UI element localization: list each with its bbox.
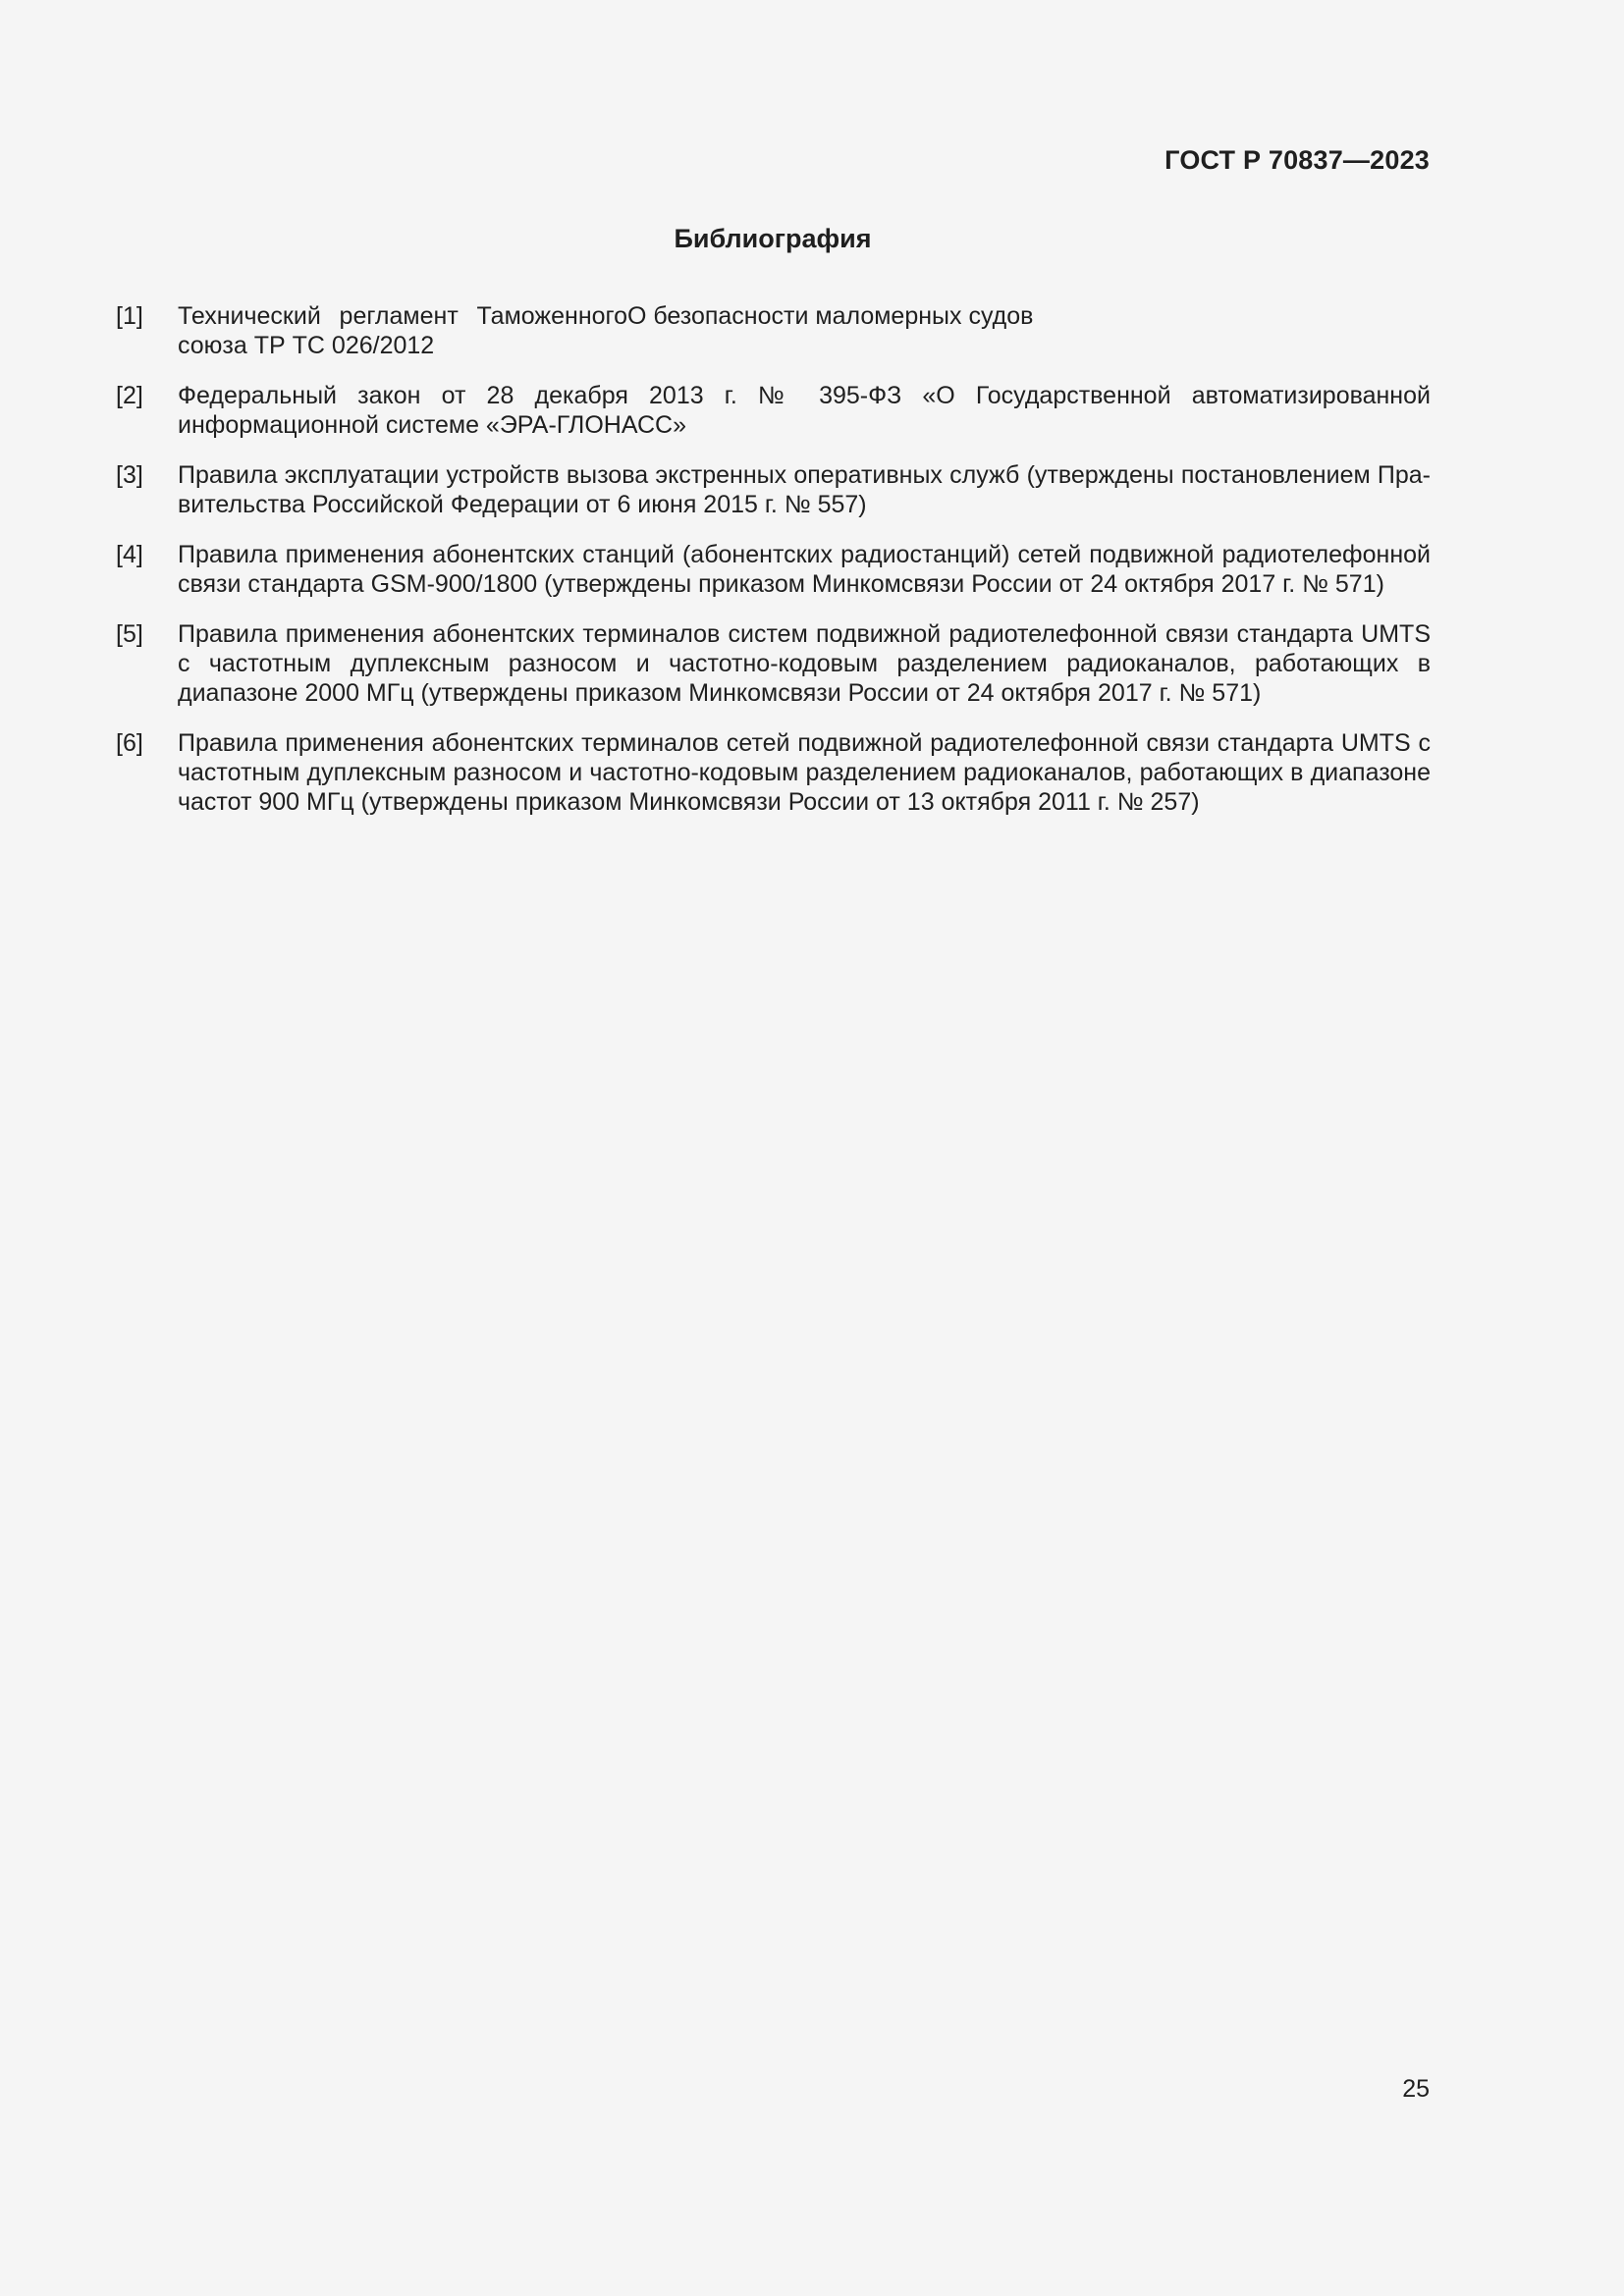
- bibliography-text: Правила применения абонентских станций (абонентских радиостанций) сетей подвижной радиотелефонной связи стандарта GSM-900/1800 (утверждены приказом Минкомсвязи России от 24 октября 2017 г. № 571): [178, 541, 1431, 598]
- bibliography-item-3: [116, 460, 1431, 519]
- bibliography-item-5: [116, 619, 1431, 708]
- regulation-name: Технический регламент Таможенного союза ТР ТС 026/2012: [178, 302, 627, 359]
- bibliography-item-4: [116, 540, 1431, 599]
- document-code: ГОСТ Р 70837—2023: [1164, 145, 1430, 175]
- bibliography-text: Правила применения абонентских терминалов систем подвижной радиотелефонной связи стандарта UMTS с частотным дуплексным разносом и частотно-кодовым разделением радиоканалов, работающих в диапазоне 2000 МГц (утверждены приказом Минкомсвязи России от 24 октября 2017 г. № 571): [178, 620, 1431, 707]
- page-title: Библиография: [674, 224, 872, 253]
- bibliography-text: Правила эксплуатации устройств вызова экстренных оперативных служб (утверждены постановлением Правительства Российской Федерации от 6 июня 2015 г. № 557): [178, 461, 1431, 518]
- regulation-title: О безопасности маломерных судов: [627, 302, 1034, 330]
- bibliography-text: Правила применения абонентских терминалов сетей подвижной радиотелефонной связи стандарта UMTS с частотным дуплексным разносом и частотно-кодовым разделением радиоканалов, работающих в диапазоне частот 900 МГц (утверждены приказом Минкомсвязи России от 13 октября 2011 г. № 257): [178, 729, 1431, 816]
- page-number: 25: [1402, 2075, 1430, 2103]
- bibliography-number: [3]: [116, 461, 143, 489]
- bibliography-number: [5]: [116, 620, 143, 648]
- bibliography-number: [2]: [116, 382, 143, 409]
- bibliography-list: [116, 301, 1431, 837]
- bibliography-item-6: [116, 728, 1431, 817]
- bibliography-number: [4]: [116, 541, 143, 568]
- bibliography-two-column: [178, 301, 1431, 360]
- bibliography-item-2: [116, 381, 1431, 440]
- bibliography-number: [1]: [116, 302, 143, 330]
- bibliography-text: Федеральный закон от 28 декабря 2013 г. № 395-ФЗ «О Государственной автоматизированной информационной системе «ЭРА-ГЛОНАСС»: [178, 382, 1431, 439]
- bibliography-item-1: [116, 301, 1431, 360]
- bibliography-number: [6]: [116, 729, 143, 757]
